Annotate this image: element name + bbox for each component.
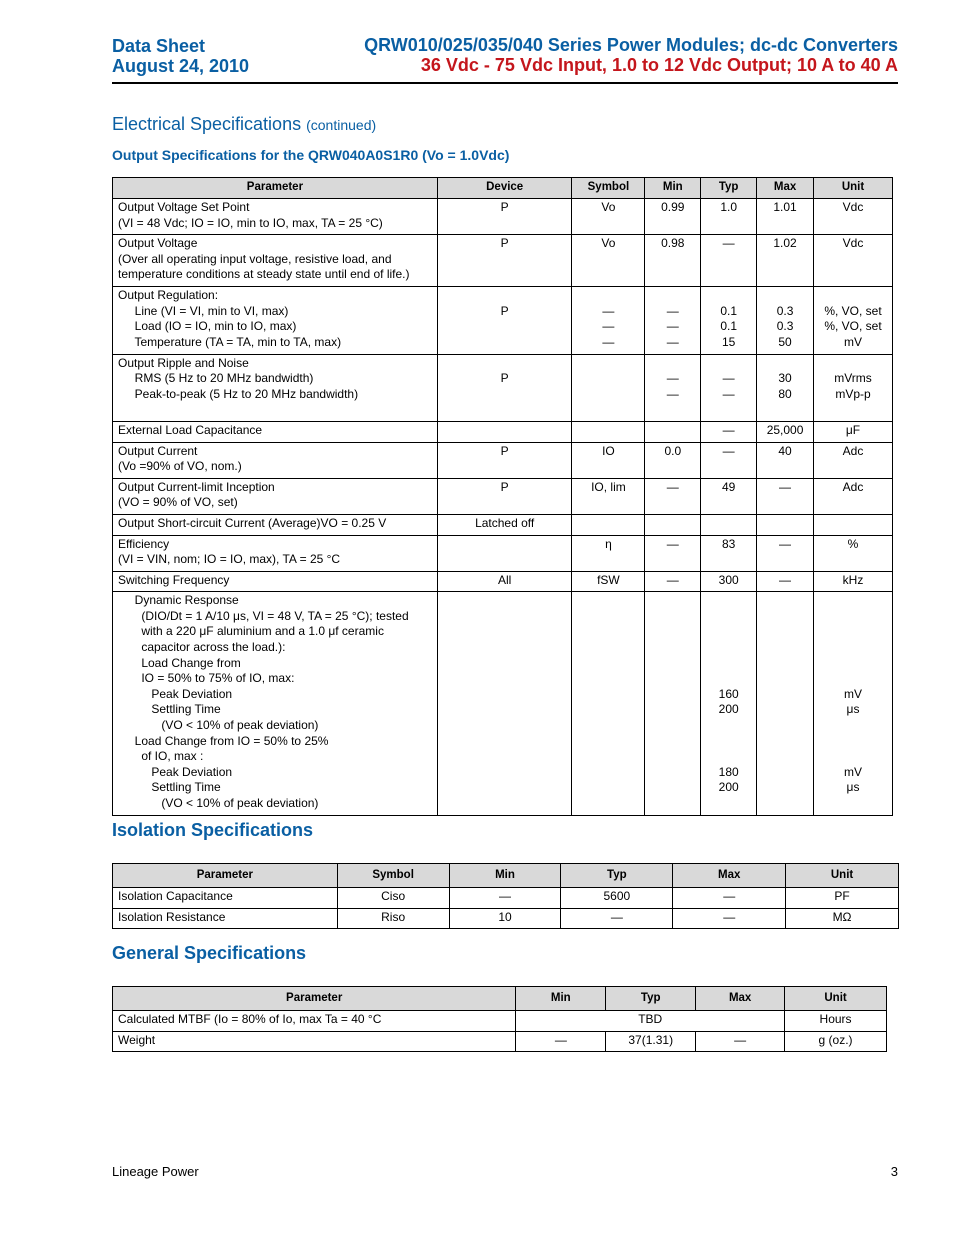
cell-min: — xyxy=(645,478,701,514)
isolation-header-row xyxy=(113,864,899,888)
isolation-spec-table xyxy=(112,863,899,929)
header-rule xyxy=(112,82,898,84)
col-header: Min xyxy=(516,987,606,1011)
cell-unit: Adc xyxy=(814,478,893,514)
doc-type: Data Sheet xyxy=(112,36,206,56)
col-header: Parameter xyxy=(113,987,516,1011)
cell-min: 10 xyxy=(449,908,561,929)
cell-device: P xyxy=(437,199,572,235)
cell-typ: 83 xyxy=(701,535,757,571)
cell-max: — xyxy=(673,888,786,909)
cell-max: 0.3 0.3 50 xyxy=(757,287,814,354)
cell-device xyxy=(437,421,572,442)
col-header: Max xyxy=(696,987,785,1011)
cell-unit: g (oz.) xyxy=(785,1031,887,1052)
cell-unit: %, VO, set %, VO, set mV xyxy=(814,287,893,354)
cell-unit: PF xyxy=(786,888,899,909)
cell-max xyxy=(757,592,814,815)
cell-typ: — xyxy=(701,235,757,287)
cell-typ: 300 xyxy=(701,571,757,592)
doc-date: August 24, 2010 xyxy=(112,56,250,76)
cell-typ: — xyxy=(701,442,757,478)
header-left xyxy=(112,36,249,76)
table-row xyxy=(113,287,893,354)
electrical-spec-table xyxy=(112,177,893,816)
cell-symbol: Ciso xyxy=(337,888,449,909)
cell-max xyxy=(757,514,814,535)
cell-symbol: IO xyxy=(572,442,645,478)
cell-symbol: Vo xyxy=(572,199,645,235)
electrical-title: Electrical Specifications xyxy=(112,114,302,134)
table-row xyxy=(113,421,893,442)
cell-typ: 5600 xyxy=(561,888,673,909)
cell-typ: 1.0 xyxy=(701,199,757,235)
cell-max: — xyxy=(696,1031,785,1052)
cell-max: 1.01 xyxy=(757,199,814,235)
cell-min: — xyxy=(645,535,701,571)
cell-unit: mV μs mV μs xyxy=(814,592,893,815)
cell-unit: MΩ xyxy=(786,908,899,929)
col-header: Max xyxy=(673,864,786,888)
cell-parameter: Output Regulation: Line (VI = VI, min to VI, max) Load (IO = IO, min to IO, max) Temperature (TA = TA, min to TA, max) xyxy=(113,287,438,354)
cell-max: 1.02 xyxy=(757,235,814,287)
footer-page-number: 3 xyxy=(890,1164,898,1179)
cell-typ: 37(1.31) xyxy=(606,1031,696,1052)
cell-parameter: Output Voltage Set Point (VI = 48 Vdc; IO = IO, min to IO, max, TA = 25 °C) xyxy=(113,199,438,235)
col-header: Unit xyxy=(785,987,887,1011)
cell-min xyxy=(645,514,701,535)
cell-min: — — xyxy=(645,354,701,421)
col-header: Parameter xyxy=(113,864,338,888)
cell-typ: — — xyxy=(701,354,757,421)
cell-min: — xyxy=(645,571,701,592)
cell-parameter: Calculated MTBF (Io = 80% of Io, max Ta = 40 °C xyxy=(113,1011,516,1032)
electrical-section-title xyxy=(112,114,376,135)
cell-parameter: Output Current (Vo =90% of VO, nom.) xyxy=(113,442,438,478)
table-row xyxy=(113,571,893,592)
cell-parameter: Switching Frequency xyxy=(113,571,438,592)
col-header: Max xyxy=(757,178,814,199)
general-header-row xyxy=(113,987,887,1011)
cell-max: — xyxy=(757,478,814,514)
footer-company: Lineage Power xyxy=(112,1164,199,1179)
cell-unit: Adc xyxy=(814,442,893,478)
table-row xyxy=(113,1011,887,1032)
cell-parameter: Isolation Capacitance xyxy=(113,888,338,909)
cell-device: All xyxy=(437,571,572,592)
cell-parameter: Output Ripple and Noise RMS (5 Hz to 20 MHz bandwidth) Peak-to-peak (5 Hz to 20 MHz bandwidth) xyxy=(113,354,438,421)
cell-typ: 160 200 180 200 xyxy=(701,592,757,815)
general-section-title: General Specifications xyxy=(112,943,307,963)
col-header: Device xyxy=(437,178,572,199)
cell-device xyxy=(437,592,572,815)
cell-parameter: Output Current-limit Inception (VO = 90% of VO, set) xyxy=(113,478,438,514)
cell-device: Latched off xyxy=(437,514,572,535)
table-row xyxy=(113,235,893,287)
cell-max: 25,000 xyxy=(757,421,814,442)
electrical-title-suffix: (continued) xyxy=(306,117,377,133)
cell-unit: Hours xyxy=(785,1011,887,1032)
electrical-header-row xyxy=(113,178,893,199)
col-header: Symbol xyxy=(337,864,449,888)
cell-parameter: Dynamic Response (DIO/Dt = 1 A/10 μs, VI = 48 V, TA = 25 °C); tested with a 220 μF aluminium and a 1.0 μf ceramic capacitor across the load.): Load Change from IO = 50% to 75% of IO, max: Peak Deviation Settling Time (VO < 10% of peak deviation) Load Change from IO = 50% to 25% of IO, max : Peak Deviation Settling Time (VO < 10% of peak deviation) xyxy=(113,592,438,815)
col-header: Min xyxy=(449,864,561,888)
cell-max: — xyxy=(757,535,814,571)
cell-parameter: External Load Capacitance xyxy=(113,421,438,442)
cell-unit xyxy=(814,514,893,535)
cell-symbol: IO, lim xyxy=(572,478,645,514)
cell-typ: — xyxy=(701,421,757,442)
cell-parameter: Weight xyxy=(113,1031,516,1052)
cell-min: — — — xyxy=(645,287,701,354)
cell-parameter: Isolation Resistance xyxy=(113,908,338,929)
cell-device: P xyxy=(437,287,572,354)
cell-symbol: — — — xyxy=(572,287,645,354)
cell-symbol: Riso xyxy=(337,908,449,929)
header-right xyxy=(364,35,898,75)
cell-symbol xyxy=(572,592,645,815)
cell-unit: mVrms mVp-p xyxy=(814,354,893,421)
cell-min: 0.0 xyxy=(645,442,701,478)
cell-parameter: Efficiency (VI = VIN, nom; IO = IO, max), TA = 25 °C xyxy=(113,535,438,571)
cell-unit: Vdc xyxy=(814,199,893,235)
table-row xyxy=(113,478,893,514)
cell-device: P xyxy=(437,354,572,421)
col-header: Unit xyxy=(814,178,893,199)
cell-min xyxy=(645,421,701,442)
cell-typ xyxy=(701,514,757,535)
cell-max: — xyxy=(757,571,814,592)
cell-symbol xyxy=(572,354,645,421)
cell-unit: % xyxy=(814,535,893,571)
cell-typ: 0.1 0.1 15 xyxy=(701,287,757,354)
doc-series-title: QRW010/025/035/040 Series Power Modules; dc-dc Converters xyxy=(364,35,898,55)
col-header: Parameter xyxy=(113,178,438,199)
cell-unit: Vdc xyxy=(814,235,893,287)
col-header: Typ xyxy=(606,987,696,1011)
cell-max: 30 80 xyxy=(757,354,814,421)
col-header: Symbol xyxy=(572,178,645,199)
col-header: Typ xyxy=(701,178,757,199)
cell-min: — xyxy=(516,1031,606,1052)
cell-symbol xyxy=(572,421,645,442)
cell-device: P xyxy=(437,442,572,478)
cell-min: 0.99 xyxy=(645,199,701,235)
doc-ratings-title: 36 Vdc - 75 Vdc Input, 1.0 to 12 Vdc Output; 10 A to 40 A xyxy=(420,55,898,75)
cell-symbol: fSW xyxy=(572,571,645,592)
cell-typ: 49 xyxy=(701,478,757,514)
col-header: Min xyxy=(645,178,701,199)
cell-parameter: Output Voltage (Over all operating input voltage, resistive load, and temperature conditions at steady state until end of life.) xyxy=(113,235,438,287)
col-header: Unit xyxy=(786,864,899,888)
cell-parameter: Output Short-circuit Current (Average)VO = 0.25 V xyxy=(113,514,438,535)
cell-unit: μF xyxy=(814,421,893,442)
cell-symbol: Vo xyxy=(572,235,645,287)
table-row xyxy=(113,592,893,815)
cell-unit: kHz xyxy=(814,571,893,592)
cell-min: 0.98 xyxy=(645,235,701,287)
table-row xyxy=(113,888,899,909)
cell-max: — xyxy=(673,908,786,929)
cell-max: 40 xyxy=(757,442,814,478)
cell-device: P xyxy=(437,478,572,514)
cell-typ: — xyxy=(561,908,673,929)
table-row xyxy=(113,908,899,929)
cell-device: P xyxy=(437,235,572,287)
cell-symbol xyxy=(572,514,645,535)
table-row xyxy=(113,514,893,535)
cell-min xyxy=(645,592,701,815)
table-row xyxy=(113,535,893,571)
general-spec-table xyxy=(112,986,887,1052)
table-row xyxy=(113,354,893,421)
cell-device xyxy=(437,535,572,571)
col-header: Typ xyxy=(561,864,673,888)
cell-symbol: η xyxy=(572,535,645,571)
isolation-section-title: Isolation Specifications xyxy=(112,820,314,840)
output-spec-subtitle: Output Specifications for the QRW040A0S1R0 (Vo = 1.0Vdc) xyxy=(112,147,510,163)
table-row xyxy=(113,199,893,235)
table-row xyxy=(113,442,893,478)
table-row xyxy=(113,1031,887,1052)
cell-min: — xyxy=(449,888,561,909)
cell-mtbf-value: TBD xyxy=(516,1011,785,1032)
